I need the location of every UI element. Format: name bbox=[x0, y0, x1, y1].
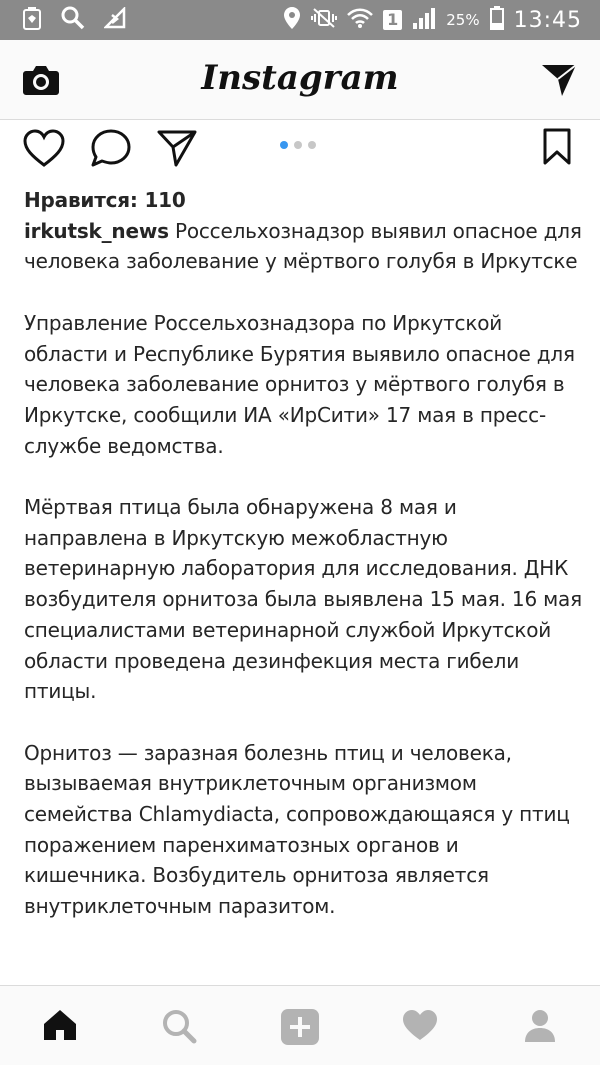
direct-messages-icon[interactable] bbox=[540, 62, 578, 102]
caption-text: Россельхознадзор выявил опасное для человека заболевание у мёртвого голубя в Иркутске bbox=[24, 218, 582, 274]
carousel-dot bbox=[308, 141, 316, 149]
clock: 13:45 bbox=[513, 7, 582, 33]
post-actions bbox=[0, 120, 600, 180]
post-caption bbox=[24, 216, 584, 277]
location-icon bbox=[283, 6, 301, 35]
carousel-dot bbox=[280, 141, 288, 149]
likes-count[interactable]: Нравится: 110 bbox=[24, 188, 186, 212]
app-title: Instagram bbox=[201, 58, 399, 98]
explore-search-icon[interactable] bbox=[161, 1008, 197, 1048]
app-header bbox=[0, 40, 600, 120]
carousel-dot bbox=[294, 141, 302, 149]
post-username[interactable]: irkutsk_news bbox=[24, 218, 169, 243]
caption-paragraph: Орнитоз — заразная болезнь птиц и человека, вызываемая внутриклеточным организмом семейства Chlamydiacta, сопровождающаяся у птиц поражением паренхиматозных органов и кишечника. Возбудитель орнитоза является внутриклеточным паразитом. bbox=[24, 740, 570, 919]
comment-icon[interactable] bbox=[90, 128, 132, 172]
search-icon bbox=[60, 5, 86, 35]
wifi-icon bbox=[347, 7, 373, 34]
status-bar bbox=[0, 0, 600, 40]
new-post-icon[interactable] bbox=[280, 1008, 320, 1050]
home-icon[interactable] bbox=[42, 1008, 78, 1046]
sim-badge: 1 bbox=[383, 10, 402, 30]
battery-icon bbox=[490, 6, 504, 35]
bookmark-icon[interactable] bbox=[542, 128, 572, 170]
activity-heart-icon[interactable] bbox=[401, 1008, 439, 1046]
bottom-navigation bbox=[0, 985, 600, 1065]
like-heart-icon[interactable] bbox=[22, 128, 66, 172]
caption-paragraph: Мёртвая птица была обнаружена 8 мая и направлена в Иркутскую межобластную ветеринарную лаборатория для исследования. ДНК возбудителя орнитоза была выявлена 15 мая. 16 мая специалистами ветеринарной службой Иркутской области проведена дезинфекция места гибели птицы. bbox=[24, 495, 582, 704]
profile-icon[interactable] bbox=[522, 1008, 558, 1048]
caption-paragraph: Управление Россельхознадзора по Иркутской области и Республике Бурятия выявило опасное для человека заболевание орнитоз у мёртвого голубя в Иркутске, сообщили ИА «ИрСити» 17 мая в пресс-службе ведомства. bbox=[24, 310, 575, 458]
download-app-icon bbox=[104, 7, 126, 33]
battery-percent: 25% bbox=[446, 11, 480, 29]
share-icon[interactable] bbox=[156, 128, 198, 172]
signal-icon bbox=[412, 7, 436, 34]
carousel-indicator bbox=[280, 141, 316, 149]
post-content bbox=[24, 185, 584, 953]
vibrate-mute-icon bbox=[311, 8, 337, 33]
cleaner-icon bbox=[22, 6, 42, 34]
